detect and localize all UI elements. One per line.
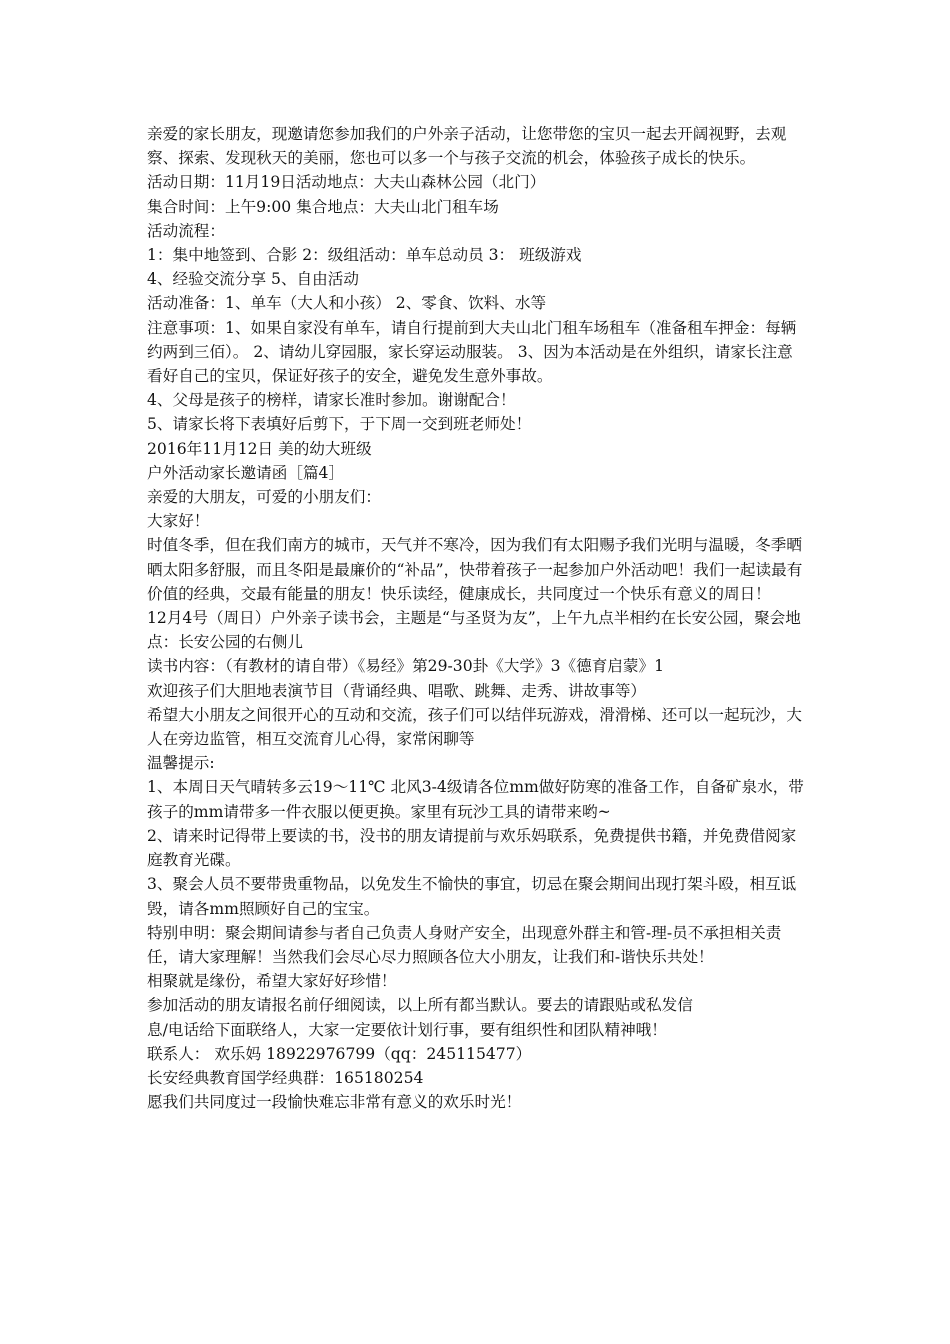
paragraph: 4、经验交流分享 5、自由活动 <box>147 270 359 289</box>
paragraph: 2、请来时记得带上要读的书，没书的朋友请提前与欢乐妈联系，免费提供书籍，并免费借阅家庭教育光碟。 <box>147 826 797 870</box>
paragraph: 时值冬季，但在我们南方的城市，天气并不寒冷，因为我们有太阳赐予我们光明与温暖，冬季晒晒太阳多舒服，而且冬阳是最廉价的“补品”，快带着孩子一起参加户外活动吧！我们一起读最有价值的经典，交最有能量的朋友！快乐读经，健康成长，共同度过一个快乐有意义的周日！ <box>147 536 803 603</box>
paragraph: 联系人： 欢乐妈 18922976799（qq：245115477） <box>147 1044 532 1063</box>
paragraph: 温馨提示: <box>147 754 215 773</box>
paragraph: 3、聚会人员不要带贵重物品，以免发生不愉快的事宜，切忌在聚会期间出现打架斗殴，相互诋毁，请各mm照顾好自己的宝宝。 <box>147 875 797 918</box>
paragraph: 大家好！ <box>147 512 210 531</box>
paragraph: 注意事项：1、如果自家没有单车，请自行提前到大夫山北门租车场租车（准备租车押金：每辆约两到三佰）。 2、请幼儿穿园服，家长穿运动服装。 3、因为本活动是在外组织，请家长注意看好自己的宝贝，保证好孩子的安全，避免发生意外事故。 <box>147 318 797 386</box>
paragraph: 读书内容：（有教材的请自带）《易经》第29-30卦《大学》3《德育启蒙》1 <box>147 657 665 676</box>
paragraph: 相聚就是缘份，希望大家好好珍惜！ <box>147 972 397 991</box>
paragraph: 2016年11月12日 美的幼大班级 <box>147 439 372 458</box>
paragraph: 户外活动家长邀请函［篇4］ <box>147 463 345 482</box>
paragraph: 长安经典教育国学经典群：165180254 <box>147 1068 424 1087</box>
paragraph: 亲爱的家长朋友，现邀请您参加我们的户外亲子活动，让您带您的宝贝一起去开阔视野，去观察、探索、发现秋天的美丽，您也可以多一个与孩子交流的机会，体验孩子成长的快乐。 <box>147 125 787 168</box>
paragraph: 参加活动的朋友请报名前仔细阅读，以上所有都当默认。要去的请跟贴或私发信 息/电话给下面联络人，大家一定要依计划行事，要有组织性和团队精神哦！ <box>147 996 693 1039</box>
paragraph: 愿我们共同度过一段愉快难忘非常有意义的欢乐时光！ <box>147 1093 522 1112</box>
paragraph: 12月4号（周日）户外亲子读书会，主题是“与圣贤为友”，上午九点半相约在长安公园，聚会地点：长安公园的右侧儿 <box>147 609 801 652</box>
paragraph: 1：集中地签到、合影 2：级组活动：单车总动员 3： 班级游戏 <box>147 246 582 265</box>
paragraph: 集合时间：上午9:00 集合地点：大夫山北门租车场 <box>147 197 499 216</box>
paragraph: 欢迎孩子们大胆地表演节目（背诵经典、唱歌、跳舞、走秀、讲故事等） <box>147 681 647 700</box>
document-body <box>147 122 807 1114</box>
paragraph: 活动日期：11月19日活动地点：大夫山森林公园（北门） <box>147 173 546 192</box>
paragraph: 1、本周日天气晴转多云19～11℃ 北风3-4级请各位mm做好防寒的准备工作，自备矿泉水，带孩子的mm请带多一件衣服以便更换。家里有玩沙工具的请带来哟~ <box>147 778 804 821</box>
paragraph: 特别申明：聚会期间请参与者自己负责人身财产安全，出现意外群主和管-理-员不承担相关责任，请大家理解！当然我们会尽心尽力照顾各位大小朋友，让我们和-谐快乐共处！ <box>147 923 782 966</box>
paragraph: 4、父母是孩子的榜样，请家长准时参加。谢谢配合！ <box>147 391 516 410</box>
paragraph: 亲爱的大朋友，可爱的小朋友们： <box>147 488 381 507</box>
paragraph: 活动流程： <box>147 221 225 240</box>
paragraph: 希望大小朋友之间很开心的互动和交流，孩子们可以结伴玩游戏，滑滑梯、还可以一起玩沙，大人在旁边监管，相互交流育儿心得，家常闲聊等 <box>147 705 802 749</box>
paragraph: 5、请家长将下表填好后剪下，于下周一交到班老师处！ <box>147 415 532 434</box>
paragraph: 活动准备：1、单车（大人和小孩） 2、零食、饮料、水等 <box>147 294 547 313</box>
